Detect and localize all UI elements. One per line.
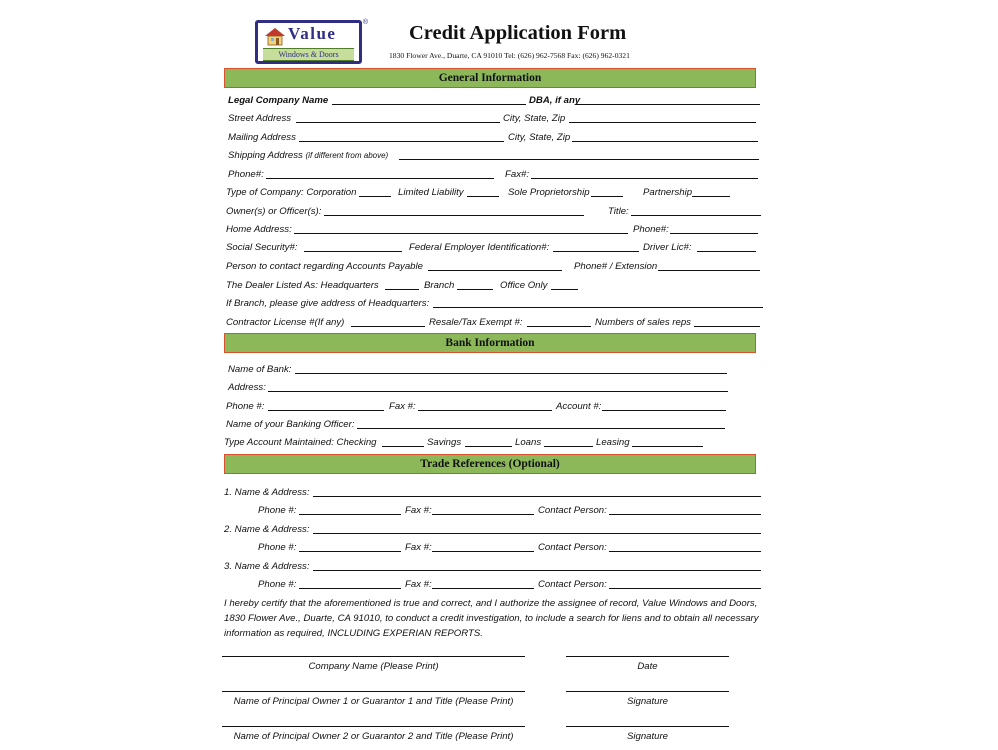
banking-officer-label: Name of your Banking Officer: bbox=[226, 419, 355, 430]
trade-ref-3-phone-label: Phone #: bbox=[258, 579, 297, 590]
signature-2-line[interactable] bbox=[566, 726, 729, 727]
date-caption: Date bbox=[637, 661, 658, 672]
trade-ref-1-name-field[interactable] bbox=[313, 496, 761, 497]
resale-tax-label: Resale/Tax Exempt #: bbox=[429, 317, 523, 328]
social-security-field[interactable] bbox=[304, 251, 402, 252]
trade-ref-1-fax-field[interactable] bbox=[432, 514, 534, 515]
leasing-field[interactable] bbox=[632, 446, 703, 447]
dba-label: DBA, if any bbox=[529, 95, 581, 106]
signature-1-line[interactable] bbox=[566, 691, 729, 692]
savings-label: Savings bbox=[427, 437, 462, 448]
shipping-address-field[interactable] bbox=[399, 159, 759, 160]
bank-phone-field[interactable] bbox=[268, 410, 384, 411]
city-state-zip-label: City, State, Zip bbox=[503, 113, 566, 124]
contractor-license-field[interactable] bbox=[351, 326, 425, 327]
savings-field[interactable] bbox=[465, 446, 512, 447]
dba-field[interactable] bbox=[576, 104, 760, 105]
bank-address-label: Address: bbox=[228, 382, 266, 393]
phone-extension-field[interactable] bbox=[658, 270, 760, 271]
mailing-city-state-zip-field[interactable] bbox=[572, 141, 758, 142]
trade-ref-2-fax-field[interactable] bbox=[432, 551, 534, 552]
principal-2-caption: Name of Principal Owner 2 or Guarantor 2 and Title (Please Print) bbox=[233, 731, 514, 742]
house-icon bbox=[263, 26, 287, 46]
shipping-address-label: Shipping Address (if different from above) bbox=[228, 150, 389, 161]
mailing-address-label: Mailing Address bbox=[228, 132, 296, 143]
dealer-listed-as-label: The Dealer Listed As: Headquarters bbox=[226, 280, 379, 291]
partnership-label: Partnership bbox=[643, 187, 693, 198]
trade-ref-3-name-field[interactable] bbox=[313, 570, 761, 571]
owner-title-label: Title: bbox=[608, 206, 629, 217]
form-title: Credit Application Form bbox=[409, 22, 627, 44]
signature-1-caption: Signature bbox=[626, 696, 669, 707]
headquarters-field[interactable] bbox=[385, 289, 419, 290]
trade-ref-3-contact-label: Contact Person: bbox=[538, 579, 607, 590]
headquarters-address-field[interactable] bbox=[433, 307, 763, 308]
trade-ref-2-name-label: 2. Name & Address: bbox=[224, 524, 310, 535]
sole-proprietorship-field[interactable] bbox=[591, 196, 623, 197]
trade-ref-3-fax-field[interactable] bbox=[432, 588, 534, 589]
leasing-label: Leasing bbox=[596, 437, 630, 448]
city-state-zip-field[interactable] bbox=[569, 122, 756, 123]
fax-field[interactable] bbox=[531, 178, 758, 179]
trade-ref-1-contact-field[interactable] bbox=[609, 514, 761, 515]
checking-field[interactable] bbox=[382, 446, 424, 447]
contractor-license-label: Contractor License #(If any) bbox=[226, 317, 345, 328]
legal-company-name-field[interactable] bbox=[332, 104, 526, 105]
limited-liability-field[interactable] bbox=[467, 196, 499, 197]
bank-address-field[interactable] bbox=[268, 391, 728, 392]
trade-ref-3-fax-label: Fax #: bbox=[405, 579, 432, 590]
sales-reps-field[interactable] bbox=[694, 326, 760, 327]
driver-lic-label: Driver Lic#: bbox=[643, 242, 692, 253]
bank-fax-label: Fax #: bbox=[389, 401, 416, 412]
social-security-label: Social Security#: bbox=[226, 242, 298, 253]
branch-label: Branch bbox=[424, 280, 455, 291]
street-address-label: Street Address bbox=[228, 113, 292, 124]
trade-ref-2-contact-field[interactable] bbox=[609, 551, 761, 552]
if-branch-label: If Branch, please give address of Headquarters: bbox=[226, 298, 430, 309]
resale-tax-field[interactable] bbox=[527, 326, 591, 327]
home-phone-label: Phone#: bbox=[633, 224, 669, 235]
partnership-field[interactable] bbox=[692, 196, 730, 197]
owner-title-field[interactable] bbox=[631, 215, 761, 216]
owners-field[interactable] bbox=[324, 215, 584, 216]
office-only-label: Office Only bbox=[500, 280, 548, 291]
home-address-field[interactable] bbox=[294, 233, 628, 234]
contact-person-label: Person to contact regarding Accounts Payable bbox=[226, 261, 423, 272]
bank-phone-label: Phone #: bbox=[226, 401, 265, 412]
company-name-caption: Company Name (Please Print) bbox=[308, 661, 439, 672]
street-address-field[interactable] bbox=[296, 122, 500, 123]
company-address: 1830 Flower Ave., Duarte, CA 91010 Tel: (626) 962-7568 Fax: (626) 962-0321 bbox=[389, 51, 630, 60]
trade-ref-2-phone-label: Phone #: bbox=[258, 542, 297, 553]
company-name-signature-line[interactable] bbox=[222, 656, 525, 657]
trade-ref-2-name-field[interactable] bbox=[313, 533, 761, 534]
trade-ref-2-contact-label: Contact Person: bbox=[538, 542, 607, 553]
mailing-city-state-zip-label: City, State, Zip bbox=[508, 132, 571, 143]
limited-liability-label: Limited Liability bbox=[398, 187, 464, 198]
loans-field[interactable] bbox=[544, 446, 593, 447]
trade-ref-1-phone-field[interactable] bbox=[299, 514, 401, 515]
trade-ref-3-contact-field[interactable] bbox=[609, 588, 761, 589]
general-information-heading: General Information bbox=[224, 68, 756, 88]
type-account-label: Type Account Maintained: Checking bbox=[224, 437, 377, 448]
certification-text: I hereby certify that the aforementioned is true and correct, and I authorize the assignee of record, Value Windows and Doors, 1830 Flower Ave., Duarte, CA 91010, to conduct a credit investigation, to include a search for liens and to obtain all necessary information as required, INCLUDING EXPERIAN REPORTS. bbox=[224, 598, 759, 639]
trade-ref-1-phone-label: Phone #: bbox=[258, 505, 297, 516]
trade-ref-1-name-label: 1. Name & Address: bbox=[224, 487, 310, 498]
logo-subtitle: Windows & Doors bbox=[263, 48, 354, 61]
bank-name-field[interactable] bbox=[295, 373, 727, 374]
home-phone-field[interactable] bbox=[670, 233, 758, 234]
branch-field[interactable] bbox=[457, 289, 493, 290]
trade-ref-1-fax-label: Fax #: bbox=[405, 505, 432, 516]
sole-proprietorship-label: Sole Proprietorship bbox=[508, 187, 590, 198]
driver-lic-field[interactable] bbox=[697, 251, 756, 252]
federal-employer-id-label: Federal Employer Identification#: bbox=[409, 242, 550, 253]
company-logo bbox=[255, 19, 368, 64]
trade-ref-1-contact-label: Contact Person: bbox=[538, 505, 607, 516]
trade-ref-2-phone-field[interactable] bbox=[299, 551, 401, 552]
trade-ref-2-fax-label: Fax #: bbox=[405, 542, 432, 553]
date-line[interactable] bbox=[566, 656, 729, 657]
contact-person-field[interactable] bbox=[428, 270, 562, 271]
bank-account-field[interactable] bbox=[602, 410, 726, 411]
phone-extension-label: Phone# / Extension bbox=[574, 261, 658, 272]
office-only-field[interactable] bbox=[551, 289, 578, 290]
sales-reps-label: Numbers of sales reps bbox=[595, 317, 691, 328]
corporation-field[interactable] bbox=[359, 196, 391, 197]
bank-information-heading: Bank Information bbox=[224, 333, 756, 353]
mailing-address-field[interactable] bbox=[299, 141, 504, 142]
loans-label: Loans bbox=[515, 437, 542, 448]
banking-officer-field[interactable] bbox=[357, 428, 725, 429]
federal-employer-id-field[interactable] bbox=[553, 251, 639, 252]
principal-1-caption: Name of Principal Owner 1 or Guarantor 1 and Title (Please Print) bbox=[233, 696, 514, 707]
principal-1-line[interactable] bbox=[222, 691, 525, 692]
type-of-company-label: Type of Company: Corporation bbox=[226, 187, 357, 198]
trade-ref-3-name-label: 3. Name & Address: bbox=[224, 561, 310, 572]
principal-2-line[interactable] bbox=[222, 726, 525, 727]
bank-account-label: Account #: bbox=[556, 401, 602, 412]
phone-field[interactable] bbox=[266, 178, 494, 179]
trade-references-heading: Trade References (Optional) bbox=[224, 454, 756, 474]
bank-fax-field[interactable] bbox=[418, 410, 552, 411]
bank-name-label: Name of Bank: bbox=[228, 364, 292, 375]
owners-label: Owner(s) or Officer(s): bbox=[226, 206, 322, 217]
fax-label: Fax#: bbox=[505, 169, 529, 180]
signature-2-caption: Signature bbox=[626, 731, 669, 742]
trade-ref-3-phone-field[interactable] bbox=[299, 588, 401, 589]
registered-mark: ® bbox=[362, 19, 368, 26]
phone-label: Phone#: bbox=[228, 169, 264, 180]
legal-company-name-label: Legal Company Name bbox=[228, 95, 329, 106]
home-address-label: Home Address: bbox=[226, 224, 292, 235]
logo-word: Value bbox=[288, 24, 337, 43]
